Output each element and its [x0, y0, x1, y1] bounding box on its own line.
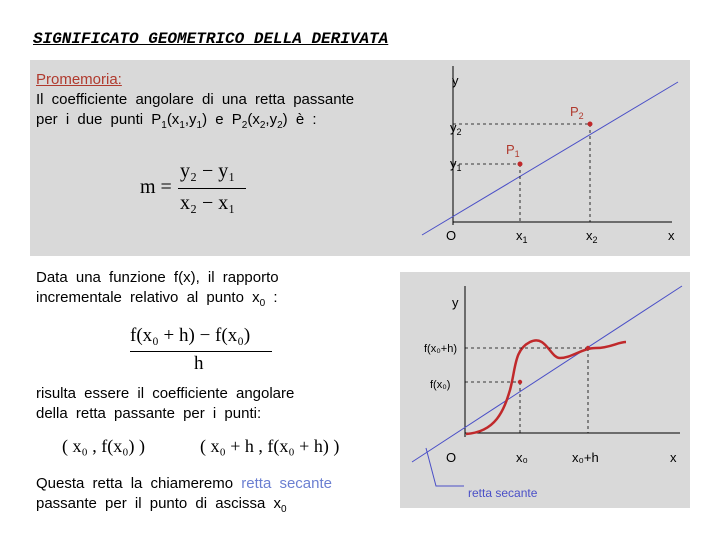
- incr-line1: Data una funzione f(x), il rapporto: [36, 269, 279, 286]
- origin-label: O: [446, 228, 457, 243]
- memo-line1: Il coefficiente angolare di una retta passante: [36, 91, 355, 108]
- incr-line2: incrementale relativo al punto $x_0$ :: [36, 289, 278, 309]
- incr-intro: [36, 268, 279, 314]
- point-p1: [518, 162, 523, 167]
- x-axis-label: x: [668, 228, 675, 243]
- secant-pointer: [426, 448, 464, 486]
- y2-label: $y_2$: [450, 120, 462, 137]
- incr-numerator: f(x₀ + h) − f(x₀): [130, 325, 251, 346]
- incr-line4: della retta passante per i punti:: [36, 405, 262, 422]
- secant-line: [422, 82, 678, 235]
- point1-formula: ( x₀ , f(x₀) ): [62, 436, 146, 456]
- point-p2: [588, 122, 593, 127]
- p2-label: $P_2$: [570, 104, 584, 121]
- memo-text: [36, 70, 354, 136]
- x0-label: x₀: [516, 450, 528, 465]
- secant-label: retta secante: [468, 486, 538, 500]
- y1-label: $y_1$: [450, 156, 462, 173]
- secant-graph-two-points: [400, 60, 690, 256]
- fx0-label: f(x₀): [430, 379, 451, 391]
- x1-label: $x_1$: [516, 228, 528, 245]
- y-axis-label: y: [452, 73, 459, 88]
- incr-fraction-bar: [130, 351, 272, 352]
- incr-line6: passante per il punto di ascissa $x_0$: [36, 495, 287, 515]
- slope-lhs: m =: [140, 176, 172, 198]
- incr-line5: Questa retta la chiameremo retta secante: [36, 475, 332, 492]
- x0h-label: x₀+h: [572, 450, 599, 465]
- fraction-bar: [178, 188, 246, 189]
- incr-denominator: h: [194, 353, 204, 374]
- p1-label: $P_1$: [506, 142, 520, 159]
- incr-middle: [36, 384, 294, 424]
- y-axis-label-2: y: [452, 295, 459, 310]
- function-curve: [466, 340, 626, 434]
- memo-line2: per i due punti $P_1(x_1,y_1)$ e $P_2(x_2,y_2)$ è :: [36, 111, 317, 131]
- point-x0h: [586, 346, 590, 350]
- memo-heading: Promemoria:: [36, 71, 122, 88]
- incr-line3: risulta essere il coefficiente angolare: [36, 385, 295, 402]
- slope-denominator: x₂ − x₁: [180, 192, 236, 214]
- secant-line-2: [412, 286, 682, 462]
- x2-label: $x_2$: [586, 228, 598, 245]
- slope-numerator: y₂ − y₁: [180, 160, 236, 182]
- point2-formula: ( x₀ + h , f(x₀ + h) ): [200, 436, 340, 456]
- x-axis-label-2: x: [670, 450, 677, 465]
- fx0h-label: f(x₀+h): [424, 343, 457, 355]
- page-title: SIGNIFICATO GEOMETRICO DELLA DERIVATA: [33, 30, 389, 48]
- origin-label-2: O: [446, 450, 457, 465]
- incr-conclusion: [36, 474, 332, 520]
- secant-graph-function: [400, 272, 690, 508]
- point-x0: [518, 380, 522, 384]
